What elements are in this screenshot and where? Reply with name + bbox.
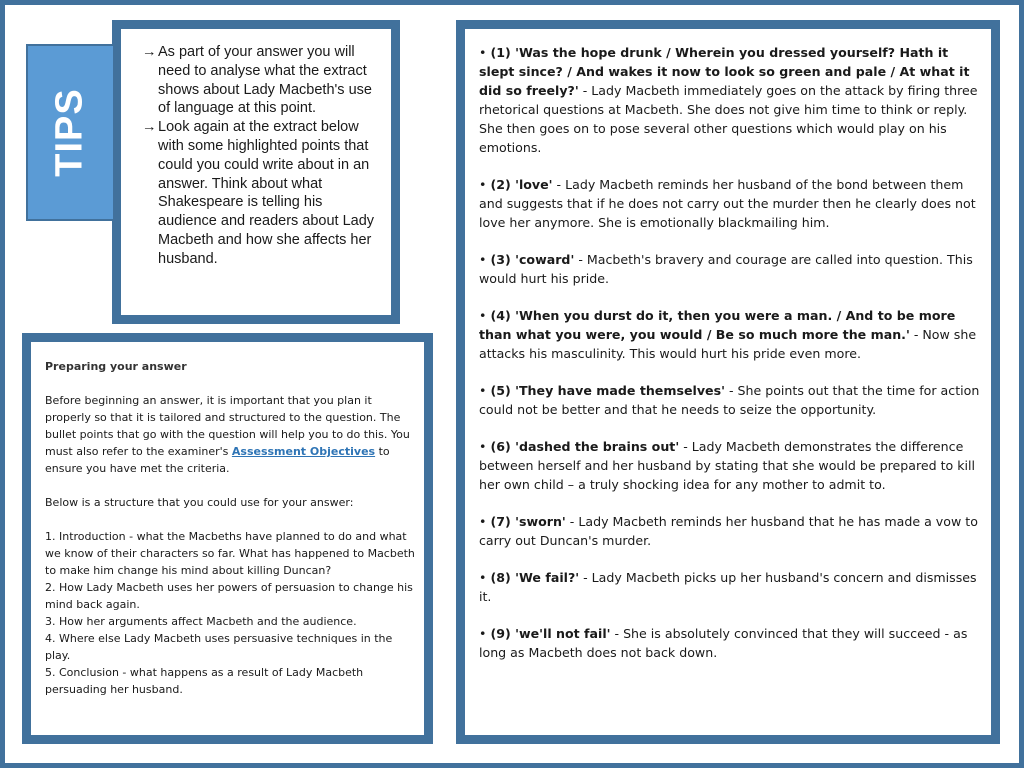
- preparing-answer-box: [22, 333, 433, 744]
- structure-intro: Below is a structure that you could use for your answer:: [45, 496, 354, 509]
- point-quote: (3) 'coward': [490, 252, 575, 267]
- point-comment: - Lady Macbeth picks up her husband's concern and dismisses it.: [479, 570, 977, 604]
- structure-item: 5. Conclusion - what happens as a result of Lady Macbeth persuading her husband.: [45, 666, 364, 696]
- tips-item: [142, 43, 382, 118]
- tips-tab: [26, 44, 115, 221]
- bullet-icon: •: [479, 252, 487, 267]
- point-comment: - Macbeth's bravery and courage are called into question. This would hurt his pride.: [479, 252, 973, 286]
- bullet-icon: •: [479, 177, 487, 192]
- point-quote: (4) 'When you durst do it, then you were a man. / And to be more than what you were, you would / Be so much more the man.': [479, 308, 956, 342]
- assessment-objectives-link[interactable]: Assessment Objectives: [231, 445, 376, 458]
- structure-list: [45, 528, 415, 698]
- point-comment: - Now she attacks his masculinity. This would hurt his pride even more.: [479, 327, 977, 361]
- tips-tab-label: TIPS: [49, 88, 91, 177]
- bullet-icon: •: [479, 308, 487, 323]
- point-comment: - Lady Macbeth reminds her husband that he has made a vow to carry out Duncan's murder.: [479, 514, 978, 548]
- structure-item: 4. Where else Lady Macbeth uses persuasive techniques in the play.: [45, 632, 393, 662]
- preparing-intro: [45, 392, 415, 477]
- point-comment: - She is absolutely convinced that they will succeed - as long as Macbeth does not back down.: [479, 626, 968, 660]
- structure-item: 1. Introduction - what the Macbeths have planned to do and what we know of their characters so far. What has happened to Macbeth to make him change his mind about killing Duncan?: [45, 530, 415, 577]
- point-comment: - Lady Macbeth demonstrates the difference between herself and her husband by stating that she would be prepared to kill her own child – a truly shocking idea for any mother to admit to.: [479, 439, 976, 492]
- bullet-icon: •: [479, 626, 487, 641]
- analysis-point: [479, 43, 984, 157]
- tips-box: [112, 20, 400, 324]
- point-comment: - Lady Macbeth reminds her husband of the bond between them and suggests that if he does not carry out the murder then he clearly does not love her anymore. She is emotionally blackmailing him.: [479, 177, 976, 230]
- analysis-content: [479, 43, 984, 680]
- analysis-point: [479, 381, 984, 419]
- tips-item-text: As part of your answer you will need to analyse what the extract shows about Lady Macbeth's use of language at this point.: [158, 44, 372, 117]
- intro-text: Before beginning an answer, it is important that you plan it properly so that it is tailored and structured to the question. The bullet points that go with the question will help you to do this. You must also refer to the examiner's: [45, 394, 410, 458]
- point-comment: - Lady Macbeth immediately goes on the attack by firing three rhetorical questions at Macbeth. She does not give him time to think or reply. She then goes on to pose several other questions which would play on his emotions.: [479, 83, 978, 155]
- bullet-icon: •: [479, 45, 487, 60]
- analysis-box: [456, 20, 1000, 744]
- point-comment: - She points out that the time for action could not be better and that he needs to seize the opportunity.: [479, 383, 980, 417]
- point-quote: (6) 'dashed the brains out': [490, 439, 680, 454]
- bullet-icon: •: [479, 514, 487, 529]
- arrow-right-icon: →: [142, 44, 157, 60]
- analysis-point: [479, 250, 984, 288]
- point-quote: (1) 'Was the hope drunk / Wherein you dressed yourself? Hath it slept since? / And wakes it now to look so green and pale / At what it did so freely?': [479, 45, 970, 98]
- tips-item: [142, 118, 382, 268]
- analysis-point: [479, 175, 984, 232]
- tips-item-text: Look again at the extract below with some highlighted points that could you could write about in an answer. Think about what Shakespeare is telling his audience and readers about Lady Macbeth and how she affects her husband.: [158, 119, 375, 267]
- point-quote: (2) 'love': [490, 177, 553, 192]
- preparing-answer-content: [45, 358, 415, 698]
- structure-item: 2. How Lady Macbeth uses her powers of persuasion to change his mind back again.: [45, 581, 413, 611]
- tips-list: [142, 43, 382, 269]
- point-quote: (9) 'we'll not fail': [490, 626, 611, 641]
- preparing-heading: Preparing your answer: [45, 360, 187, 373]
- point-quote: (5) 'They have made themselves': [490, 383, 725, 398]
- analysis-point: [479, 512, 984, 550]
- structure-item: 3. How her arguments affect Macbeth and the audience.: [45, 615, 357, 628]
- point-quote: (7) 'sworn': [490, 514, 566, 529]
- bullet-icon: •: [479, 383, 487, 398]
- analysis-point: [479, 437, 984, 494]
- intro-text-end: to ensure you have met the criteria.: [45, 445, 390, 475]
- bullet-icon: •: [479, 439, 487, 454]
- analysis-point: [479, 568, 984, 606]
- analysis-point: [479, 306, 984, 363]
- analysis-point: [479, 624, 984, 662]
- arrow-right-icon: →: [142, 119, 157, 136]
- point-quote: (8) 'We fail?': [490, 570, 580, 585]
- bullet-icon: •: [479, 570, 487, 585]
